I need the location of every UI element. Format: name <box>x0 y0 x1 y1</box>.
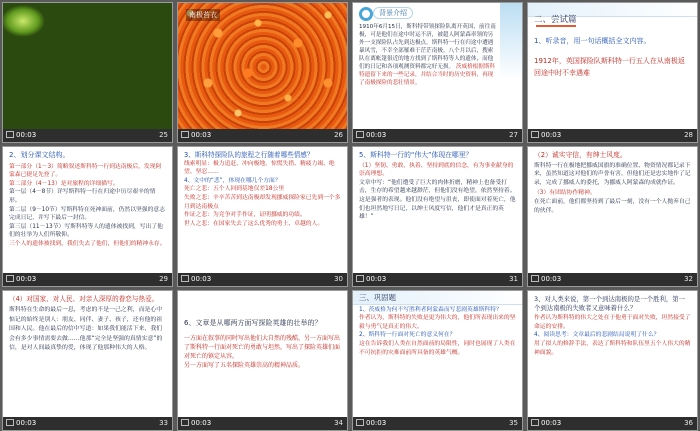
body-line: 斯科特一行在极地把挪威国旗的准确位置、物资情况都记录下来，虽然知道这对他们的声誉有害，但他们还是忠实地作了记录，完成了挪威人的委托，为挪威人阿蒙森的成就作证。 <box>534 162 691 186</box>
answer-text: 1912年，英国探险队斯科特一行五人在从南极返回途中时不幸遇难 <box>534 57 685 77</box>
slide-footer <box>178 273 347 286</box>
body-line: 4、阅读思考：文章最后的悲剧结局说明了什么？ <box>534 332 660 339</box>
body-line: 另一方面写了五名探险英雄崇高的精神品质。 <box>184 362 305 369</box>
slide-thumbnail[interactable] <box>177 146 348 287</box>
body-line: 4、文中的“悲”，体现在哪几个方面？ <box>184 177 281 184</box>
body-line: 作者认为，斯科特的失败是更为伟大的，他们所表现出来的坚毅与勇气是真正的伟大。 <box>359 315 516 330</box>
slide-thumbnail[interactable] <box>527 2 698 143</box>
slide-footer <box>178 417 347 430</box>
slide-transition-icon <box>356 131 364 138</box>
slide-thumbnail[interactable] <box>352 146 523 287</box>
body-line: （1）坚韧、勇敢、执着、坚持到底的信念，有为事业献身的崇高理想。 <box>359 162 514 178</box>
body-line: 失败之悲：辛辛苦苦到达南极却发现挪威探险家已先到一个多月到达南极点 <box>184 194 341 210</box>
slide-timing: 00:03 <box>366 419 387 427</box>
slide-timing: 00:03 <box>541 419 562 427</box>
slide-transition-icon <box>531 275 539 282</box>
slide-body <box>534 35 691 79</box>
slide-body <box>359 151 516 222</box>
slide-title: 背景介绍 <box>373 7 413 19</box>
body-line: 第二部分（4－13）是对旅程的详细描写。 <box>9 180 119 187</box>
slide-footer <box>528 129 697 142</box>
slide-footer <box>3 273 172 286</box>
body-highlight: 茨威格根据斯科特遗留下来的一些记录，并结合当时的历史资料，再现了南极探险的悲壮情景。 <box>359 64 496 86</box>
slide-thumbnail[interactable] <box>352 2 523 143</box>
body-line: 作者认为斯科特的伟大之处在于他勇于面对失败，坦然接受了命运的安排。 <box>534 315 691 330</box>
slide-number: 27 <box>509 131 518 139</box>
slide-number: 34 <box>334 419 343 427</box>
slide-transition-icon <box>6 131 14 138</box>
slide-timing: 00:03 <box>366 275 387 283</box>
title-underline <box>536 25 576 27</box>
body-line: 第一部分（1－3）简略叙述斯科特一行到达南极后，发现阿蒙森已捷足先登了。 <box>9 163 162 179</box>
flower-photo <box>178 3 348 131</box>
slide-transition-icon <box>181 131 189 138</box>
slide-transition-icon <box>531 131 539 138</box>
body-line: 死亡之悲：五个人回到基地仅差18公里 <box>184 186 285 193</box>
slide-title: 5、斯科特一行的“伟大”体现在哪里？ <box>359 151 473 159</box>
slide-transition-icon <box>181 275 189 282</box>
slide-body <box>184 151 341 228</box>
slide-footer <box>353 129 522 142</box>
body-line: 线索明显：极力追赶、冲向极地，惊慌失措、精疲力竭、绝望、坚忍…… <box>184 160 335 176</box>
slide-timing: 00:03 <box>16 131 37 139</box>
slide-title: （2）诚实守信，有绅士风度。 <box>534 151 627 159</box>
slide-footer <box>353 273 522 286</box>
body-text: 斯科特在生命的最后一息，考虑的不是一己之利，而是心中惦记的始终是别人：朋友、同伴、妻子、孩子，还有他的祖国和人民。他在最后的信中写道：如果我们能活下来，我们会有多少事情需要去做……他那“完全是坚强的真情实意”的信，是对人间最真挚的爱，体现了他那种伟大的人格。 <box>9 307 163 352</box>
body-line: 一方面在叙事的同时写出他们大自然的残酷，另一方面写出了斯科特一行面对死亡的勇敢与坦然，写出了探险英雄们面对死亡的镇定从容。 <box>184 335 341 360</box>
slide-thumbnail[interactable] <box>2 290 173 431</box>
slide-footer <box>3 129 172 142</box>
slide-transition-icon <box>6 419 14 426</box>
slide-timing: 00:03 <box>191 275 212 283</box>
slide-body <box>534 295 691 357</box>
slide-transition-icon <box>356 419 364 426</box>
slide-timing: 00:03 <box>16 419 37 427</box>
slide-body <box>9 151 166 249</box>
slide-thumbnail[interactable] <box>527 146 698 287</box>
slide-footer <box>528 273 697 286</box>
slide-title: 2、划分课文结构。 <box>9 151 70 159</box>
slide-thumbnail[interactable] <box>527 290 698 431</box>
slide-footer <box>3 417 172 430</box>
decor-gradient <box>500 3 522 131</box>
slide-timing: 00:03 <box>191 131 212 139</box>
slide-number: 30 <box>334 275 343 283</box>
slide-footer <box>353 417 522 430</box>
moss-photo <box>3 3 173 131</box>
slide-body <box>359 23 496 87</box>
slide-title: 三、巩固题 <box>359 293 396 302</box>
slide-transition-icon <box>6 275 14 282</box>
slide-timing: 00:03 <box>541 131 562 139</box>
slide-body <box>359 294 516 357</box>
body-line: 三个人的遗体被找到，我们失去了他们，但他们的精神永存。 <box>9 240 166 247</box>
body-line: 文章中写：“他们遭受了巨大的肉体折磨，精神上也备受打击，生存的希望越来越渺茫，但他们没有绝望，依然坚持着。这是强者的表现。他们没有绝望与沮丧，即使面对着死亡，他们也坦然地写日记，以绅士风度写信，他们才是真正的英雄！” <box>359 179 516 221</box>
slide-title: 3、对人类来说，第一个到达南极的是一个胜利，第一个到达南极的失败者又意味着什么？ <box>534 295 686 312</box>
body-line: 第二层（9－10节）写斯科特在死神面前，仍然以坚强的意志完成日记，并写下最后一封信。 <box>9 206 165 222</box>
body-line: 1、茨威格为何不写胜利者阿蒙森而写悲剧英雄斯科特？ <box>359 306 502 313</box>
slide-thumbnail[interactable] <box>177 2 348 143</box>
photo-caption: 南极苔衣 <box>186 9 220 21</box>
slide-title: （4）对国家、对人民、对亲人深厚的眷恋与热爱。 <box>9 295 159 303</box>
slide-timing: 00:03 <box>366 131 387 139</box>
ring-icon <box>359 7 373 21</box>
body-line: 第一层（4－8节）详写斯科特一行在归途中历尽艰辛的情形。 <box>9 189 156 204</box>
body-text: 1910年6月15日，斯科特带领探险队离开英国，前往南极，可是他们在途中时运不济，被超人阿蒙森率领的另外一支探险队占先到达极点。斯科特一行在归途中遭遇暴风雪，不幸全部罹难于茫茫南极。八个月以后，搜索队在离帐篷很近的地方找到了斯科特等人的遗体，而他们的日记和各项观测资料都完好无损。 <box>359 24 496 70</box>
body-line: 第三层（11－13节）写斯科特等人的遗体被找到，写出了他们的壮举为人们所敬仰。 <box>9 223 163 239</box>
slide-transition-icon <box>531 419 539 426</box>
slide-number: 25 <box>159 131 168 139</box>
slide-body <box>184 319 341 370</box>
slide-number: 29 <box>159 275 168 283</box>
slide-footer <box>178 129 347 142</box>
slide-thumbnail[interactable] <box>2 2 173 143</box>
slide-transition-icon <box>356 275 364 282</box>
slide-timing: 00:03 <box>191 419 212 427</box>
slide-number: 32 <box>684 275 693 283</box>
body-line: 作证之悲：为竞争对手作证，证明挪威的功绩。 <box>184 212 306 219</box>
slide-timing: 00:03 <box>541 275 562 283</box>
slide-number: 36 <box>684 419 693 427</box>
body-line: 世人之悲：在国家失去了这么优秀的勇士、卓越的人。 <box>184 220 324 227</box>
question-text: 1、听录音，用一句话概括全文内容。 <box>534 37 651 45</box>
slide-thumbnail[interactable] <box>352 290 523 431</box>
slide-title: 3、斯科特探险队的旅程之行随着哪些情感？ <box>184 151 314 159</box>
slide-footer <box>528 417 697 430</box>
slide-number: 26 <box>334 131 343 139</box>
slide-body <box>534 151 691 215</box>
slide-number: 35 <box>509 419 518 427</box>
slide-body <box>9 295 166 353</box>
slide-thumbnail[interactable] <box>2 146 173 287</box>
slide-number: 33 <box>159 419 168 427</box>
slide-title: 6、文章是从哪两方面写探险英雄的壮举的？ <box>184 319 322 327</box>
slide-number: 31 <box>509 275 518 283</box>
body-subtitle: （3）有团结协作精神。 <box>534 190 596 197</box>
slide-timing: 00:03 <box>16 275 37 283</box>
slide-thumbnail[interactable] <box>177 290 348 431</box>
body-line: 用了拟人的修辞手法，表达了斯科特和队伍里五个人伟大的精神面貌。 <box>534 340 691 356</box>
slide-transition-icon <box>181 419 189 426</box>
body-line: 这在告诉我们人类在自然面前的局限性，同时也展现了人类在不可抗拒的灾难面前所具备的英雄气概。 <box>359 340 516 356</box>
slide-title: 二、尝试篇 <box>534 15 577 25</box>
body-line: 2、斯科特一行面对死亡的意义何在？ <box>359 332 456 339</box>
slide-number: 28 <box>684 131 693 139</box>
body-line: 在死亡面前，他们都坚持到了最后一刻，没有一个人抛弃自己的伙伴。 <box>534 198 691 214</box>
